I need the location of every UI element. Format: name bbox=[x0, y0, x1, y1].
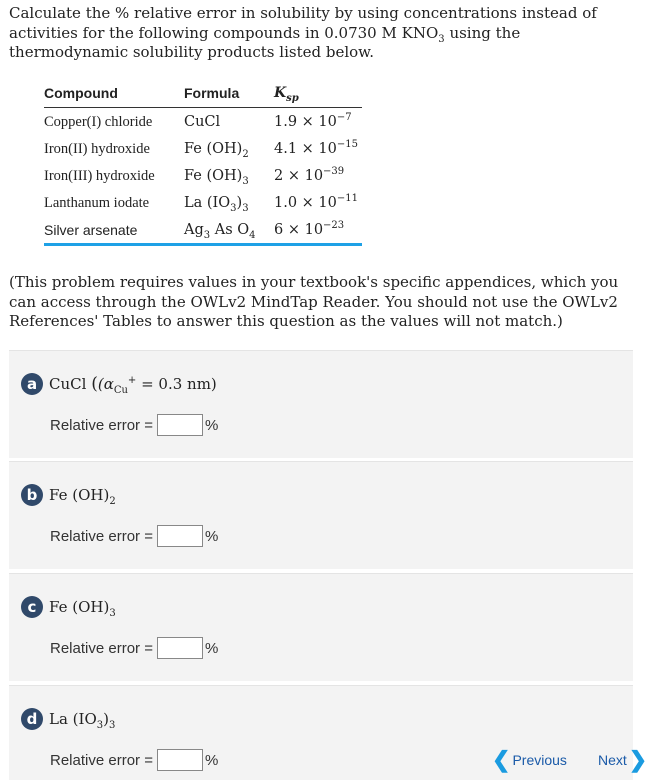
alpha-charge: + bbox=[127, 375, 137, 386]
relative-error-row bbox=[50, 414, 218, 436]
table-row bbox=[44, 108, 362, 136]
relative-error-label: Relative error = bbox=[50, 416, 153, 434]
table-row bbox=[44, 189, 362, 216]
compound-name: Iron(II) hydroxide bbox=[44, 140, 150, 157]
relative-error-label: Relative error = bbox=[50, 751, 153, 769]
relative-error-input-b[interactable] bbox=[157, 525, 203, 547]
part-c bbox=[9, 573, 633, 681]
next-label: Next bbox=[598, 752, 627, 768]
ksp-symbol: K bbox=[274, 85, 287, 101]
part-badge: c bbox=[21, 596, 43, 618]
relative-error-label: Relative error = bbox=[50, 527, 153, 545]
compound-formula: CuCl bbox=[184, 114, 221, 130]
salt-subscript: 3 bbox=[438, 33, 445, 45]
ksp-value: $6 \times 10^{-23}$ bbox=[274, 216, 362, 245]
percent-unit: % bbox=[204, 639, 219, 657]
chevron-left-icon: ❮ bbox=[492, 747, 511, 772]
header-ksp bbox=[274, 82, 362, 108]
part-title: La $(IO_3)_3$ bbox=[49, 710, 116, 731]
compound-formula: Fe $(OH)_2$ bbox=[184, 141, 249, 160]
salt-name: KNO bbox=[401, 23, 439, 42]
relative-error-row bbox=[50, 637, 218, 659]
ksp-subscript: sp bbox=[286, 92, 299, 104]
relative-error-input-a[interactable] bbox=[157, 414, 203, 436]
ksp-table bbox=[44, 82, 362, 246]
salt-formula bbox=[401, 23, 445, 45]
ksp-value: $1.0 \times 10^{-11}$ bbox=[274, 193, 358, 211]
part-b bbox=[9, 461, 633, 569]
part-title: Fe $(OH)_3$ bbox=[49, 598, 116, 619]
compound-formula: $Ag_3$ As $O_4$ bbox=[184, 216, 274, 245]
alpha-value: = 0.3 nm) bbox=[136, 375, 217, 393]
compound-formula: La $(IO_3)_3$ bbox=[184, 195, 249, 214]
table-row bbox=[44, 216, 362, 245]
intro-text-2: using the thermodynamic solubility products listed below. bbox=[9, 23, 521, 61]
ksp-value: $2 \times 10^{-39}$ bbox=[274, 166, 345, 184]
part-title: CuCl (($\alpha_{Cu}^+ = 0.3$ nm) bbox=[49, 374, 217, 396]
part-title: Fe $(OH)_2$ bbox=[49, 486, 116, 507]
table-row bbox=[44, 135, 362, 162]
ksp-value: $1.9 \times 10^{-7}$ bbox=[274, 112, 352, 130]
part-badge: b bbox=[21, 484, 43, 506]
previous-button[interactable] bbox=[492, 747, 567, 772]
relative-error-row bbox=[50, 749, 218, 771]
next-button[interactable] bbox=[598, 747, 647, 772]
part-badge: a bbox=[21, 373, 43, 395]
intro-text-1: Calculate the % relative error in solubility by using concentrations instead of activities for the following compounds in 0.0730 M bbox=[9, 4, 597, 42]
compound-name: Silver arsenate bbox=[44, 216, 184, 245]
relative-error-label: Relative error = bbox=[50, 639, 153, 657]
compound-name: Lanthanum iodate bbox=[44, 194, 150, 211]
appendix-note: (This problem requires values in your textbook's specific appendices, which you can access through the OWLv2 MindTap Reader. You should not use the OWLv2 References' Tables to answer this question as the values will not match.) bbox=[9, 273, 619, 330]
percent-unit: % bbox=[204, 416, 219, 434]
chevron-right-icon: ❯ bbox=[628, 747, 647, 772]
percent-unit: % bbox=[204, 751, 219, 769]
header-compound: Compound bbox=[44, 82, 184, 108]
problem-statement bbox=[9, 4, 637, 63]
relative-error-input-c[interactable] bbox=[157, 637, 203, 659]
previous-label: Previous bbox=[512, 752, 567, 768]
relative-error-input-d[interactable] bbox=[157, 749, 203, 771]
compound-formula: Fe $(OH)_3$ bbox=[184, 168, 249, 187]
percent-unit: % bbox=[204, 527, 219, 545]
ksp-value: $4.1 \times 10^{-15}$ bbox=[274, 139, 358, 157]
compound-name: Copper(I) chloride bbox=[44, 113, 153, 130]
part-badge: d bbox=[21, 708, 43, 730]
alpha-subscript: Cu bbox=[113, 385, 128, 396]
table-row bbox=[44, 162, 362, 189]
compound-name: Iron(III) hydroxide bbox=[44, 167, 155, 184]
part-a bbox=[9, 350, 633, 458]
alpha-symbol: (α bbox=[97, 375, 114, 393]
header-formula: Formula bbox=[184, 82, 274, 108]
relative-error-row bbox=[50, 525, 218, 547]
